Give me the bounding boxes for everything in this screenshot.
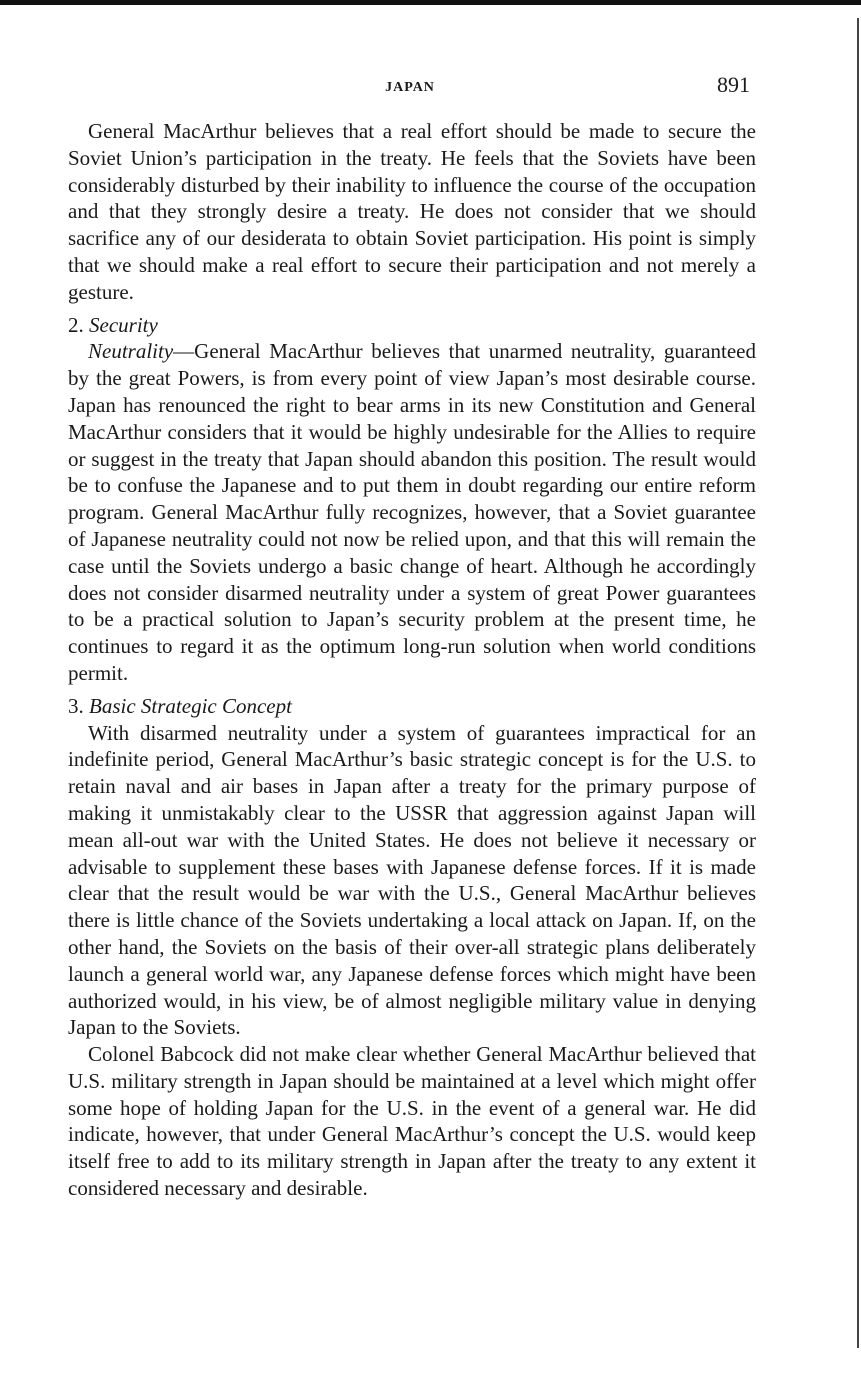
paragraph-macarthur-soviet-participation: General MacArthur believes that a real effort should be made to secure the Soviet Union’s participation in the treaty. He feels that the Soviets have been considerably disturbed by their inability to influence the course of the occupation and that they strongly desire a treaty. He does not consider that we should sacrifice any of our desiderata to obtain Soviet participation. His point is simply that we should make a real effort to secure their participation and not merely a gesture.	[68, 119, 756, 304]
page-header	[60, 72, 760, 102]
page-body	[68, 118, 756, 1202]
section-number: 3.	[68, 693, 84, 718]
paragraph-neutrality	[68, 338, 756, 686]
section-title: Security	[89, 312, 158, 337]
section-heading-security	[68, 312, 756, 339]
top-border-rule	[0, 0, 861, 5]
running-head: JAPAN	[385, 80, 435, 95]
section-heading-basic-strategic-concept	[68, 693, 756, 720]
section-number: 2.	[68, 312, 84, 337]
run-in-heading-neutrality: Neutrality	[88, 339, 174, 364]
right-border-rule	[857, 18, 859, 1348]
section-title: Basic Strategic Concept	[89, 693, 292, 718]
paragraph-babcock: Colonel Babcock did not make clear whether General MacArthur believed that U.S. military strength in Japan should be maintained at a level which might offer some hope of holding Japan for the U.S. in the event of a general war. He did indicate, however, that under General MacArthur’s concept the U.S. would keep itself free to add to its military strength in Japan after the treaty to any extent it considered necessary and desirable.	[68, 1042, 756, 1201]
paragraph-strategic-concept: With disarmed neutrality under a system of guarantees impractical for an indefinite period, General MacArthur’s basic strategic concept is for the U.S. to retain naval and air bases in Japan after a treaty for the primary purpose of making it unmistakably clear to the USSR that aggression against Japan will mean all-out war with the United States. He does not believe it necessary or advisable to supplement these bases with Japanese defense forces. If it is made clear that the result would be war with the U.S., General MacArthur believes there is little chance of the Soviets undertaking a local attack on Japan. If, on the other hand, the Soviets on the basis of their over-all strategic plans deliberately launch a general world war, any Japanese defense forces which might have been authorized would, in his view, be of almost negligible military value in denying Japan to the Soviets.	[68, 720, 756, 1040]
page-number: 891	[717, 72, 750, 97]
paragraph-neutrality-text: —General MacArthur believes that unarmed neutrality, guaranteed by the great Powers, is from every point of view Japan’s most desirable course. Japan has renounced the right to bear arms in its new Constitution and General MacArthur considers that it would be highly undesirable for the Allies to require or suggest in the treaty that Japan should abandon this position. The result would be to confuse the Japanese and to put them in doubt regarding our entire reform program. General MacArthur fully recognizes, however, that a Soviet guarantee of Japanese neutrality could not now be relied upon, and that this will remain the case until the Soviets undergo a basic change of heart. Although he accordingly does not consider disarmed neutrality under a system of great Power guarantees to be a practical solution to Japan’s security problem at the present time, he continues to regard it as the optimum long-run solution when world conditions permit.	[68, 339, 756, 685]
